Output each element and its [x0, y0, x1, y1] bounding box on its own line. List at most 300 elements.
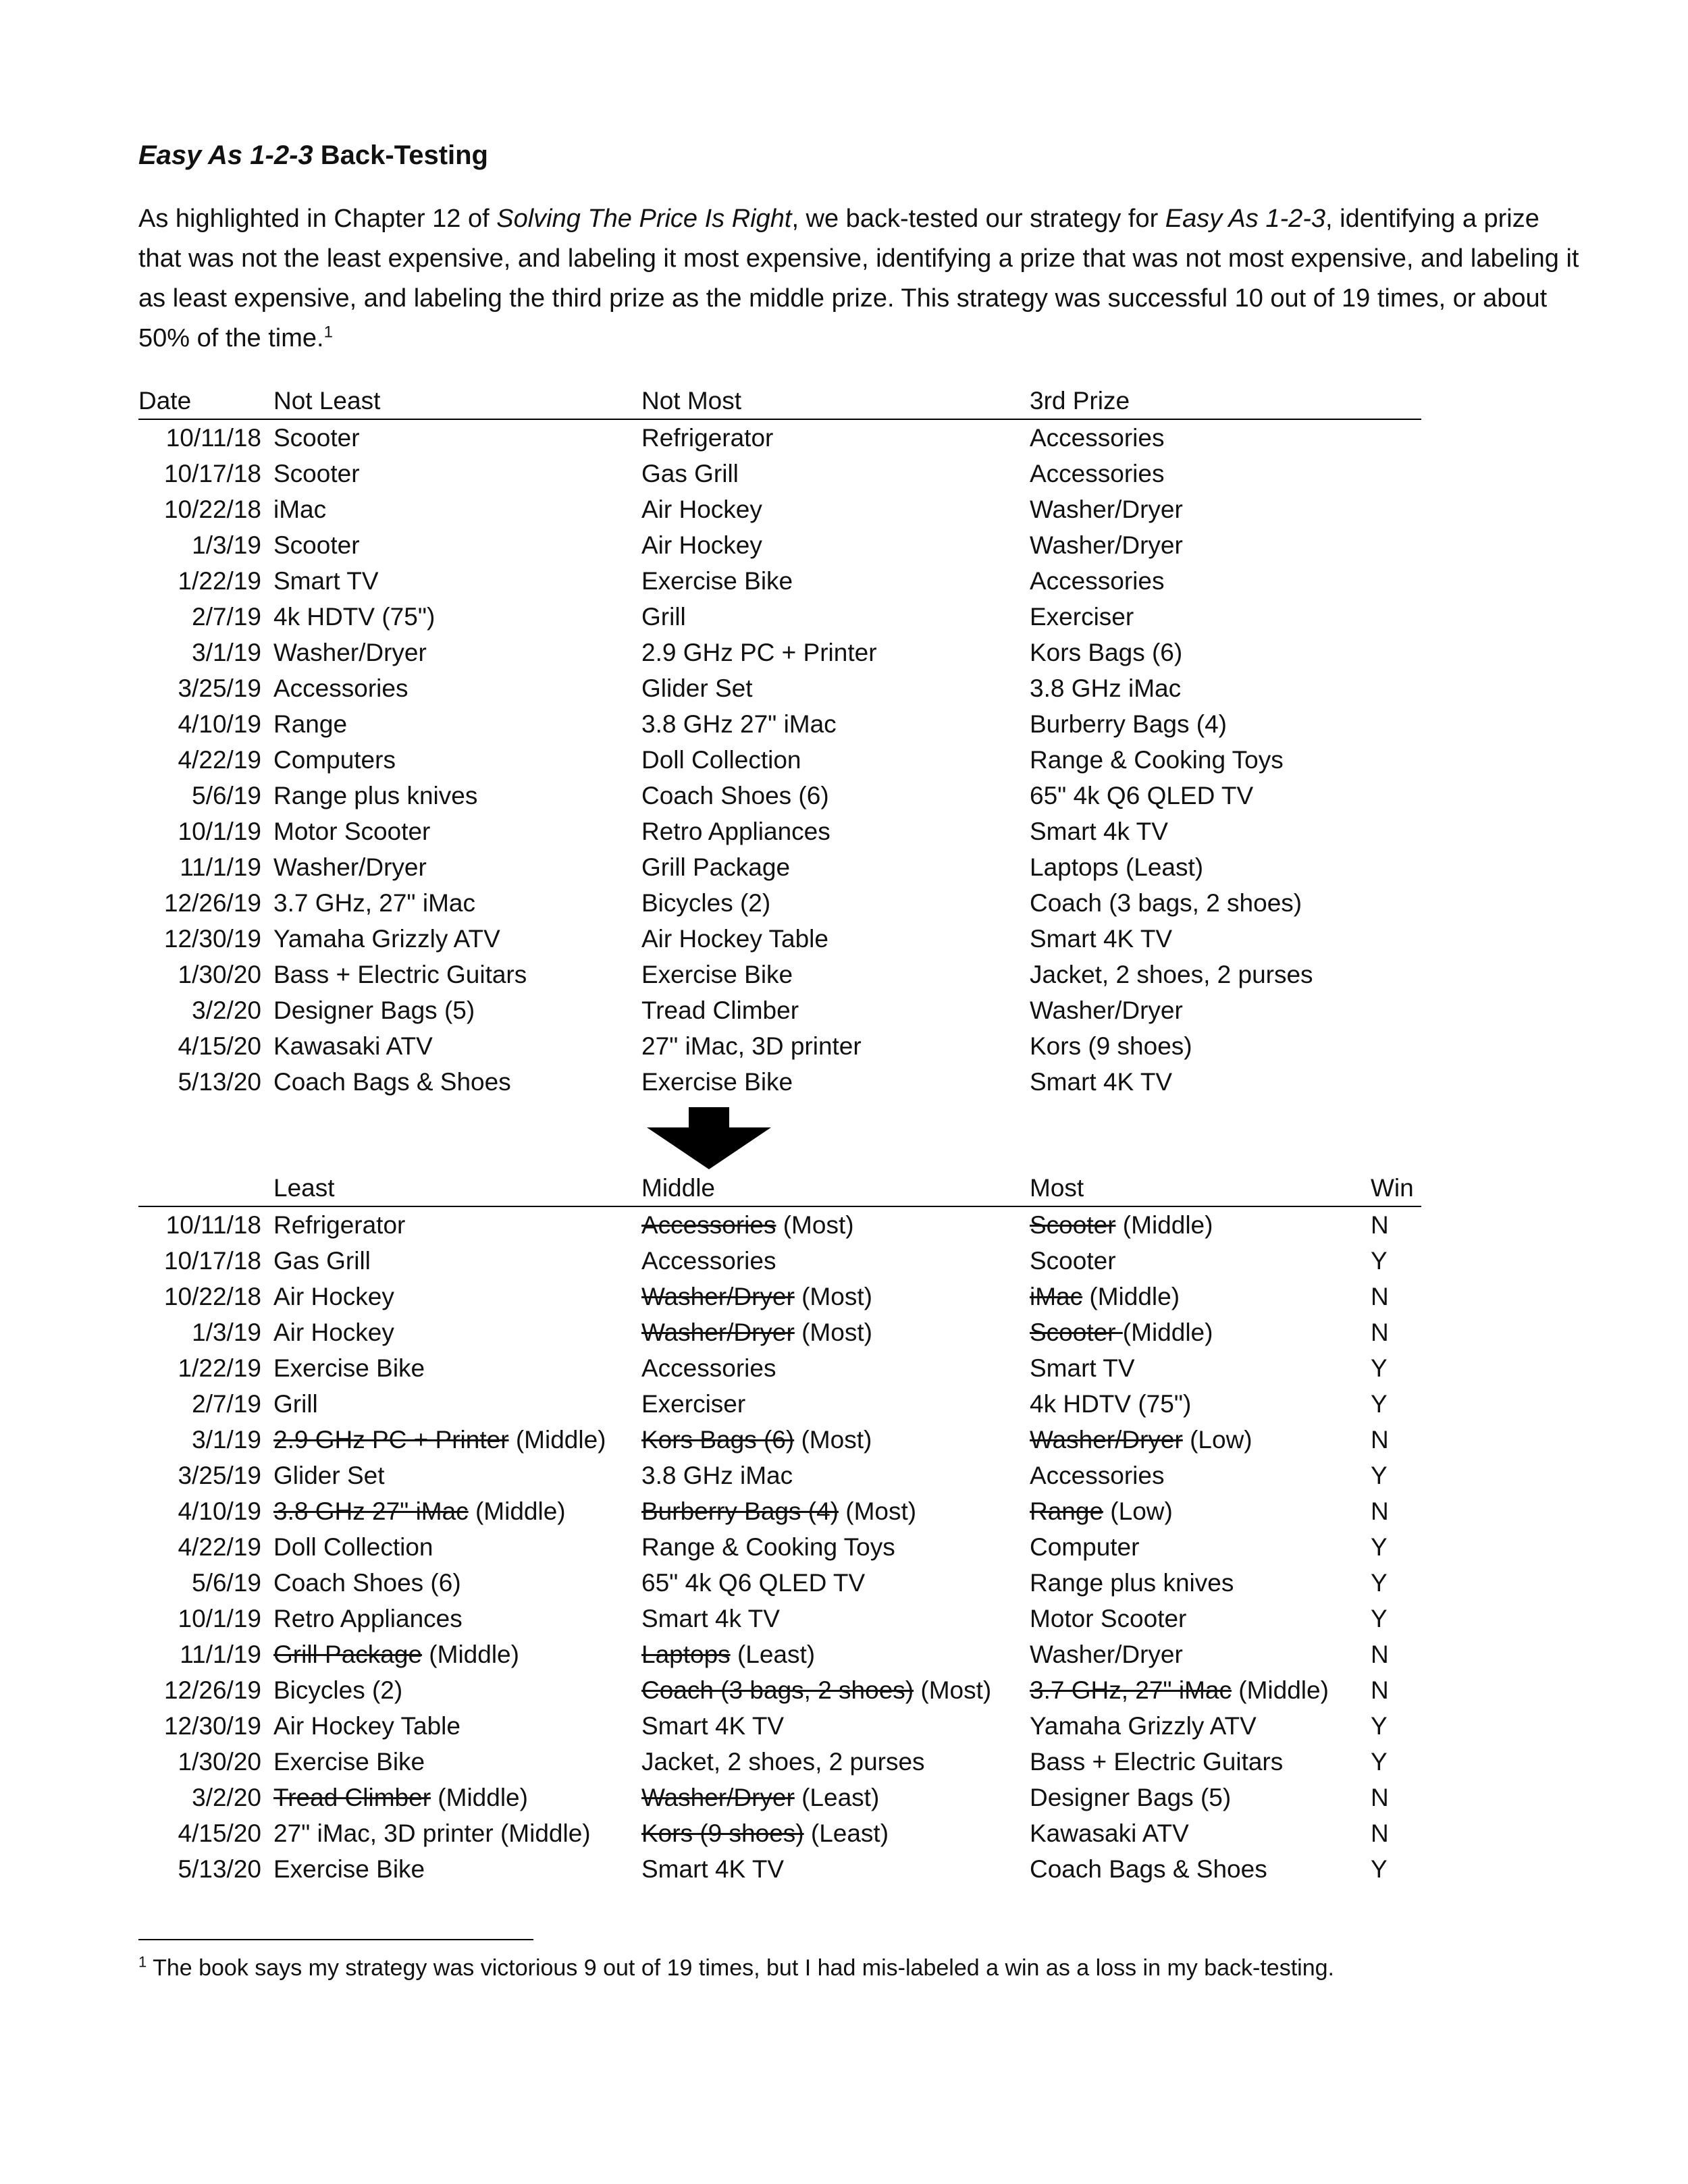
struck-guess: Washer/Dryer: [641, 1784, 795, 1811]
title-rest: Back-Testing: [313, 140, 488, 170]
cell-win: N: [1371, 1497, 1389, 1525]
intro-paragraph: [138, 199, 1583, 358]
cell-date: 10/22/18: [163, 1283, 261, 1310]
header-not-most: Not Most: [641, 383, 1030, 419]
cell-text: Grill: [273, 1390, 318, 1418]
cell-least: [273, 1243, 641, 1279]
cell-date: 12/30/19: [163, 925, 261, 953]
cell-not-least: Accessories: [273, 674, 408, 702]
cell-most: [1030, 1851, 1371, 1887]
cell-not-most: Grill: [641, 603, 686, 631]
cell-middle: [641, 1744, 1030, 1780]
cell-not-least: Scooter: [273, 460, 360, 487]
cell-least: [273, 1493, 641, 1529]
cell-text: (Middle): [431, 1784, 528, 1811]
cell-text: Coach Shoes (6): [273, 1569, 461, 1597]
cell-3rd-prize: 3.8 GHz iMac: [1030, 674, 1182, 702]
cell-most: [1030, 1458, 1371, 1493]
title-italic: Easy As 1-2-3: [138, 140, 313, 170]
cell-text: (Middle): [1122, 1319, 1213, 1346]
cell-text: Refrigerator: [273, 1211, 406, 1239]
cell-not-most: 3.8 GHz 27" iMac: [641, 710, 837, 738]
cell-most: [1030, 1744, 1371, 1780]
cell-most: [1030, 1350, 1371, 1386]
table-row: [138, 1636, 1421, 1672]
table-row: [138, 1206, 1421, 1243]
cell-not-least: Washer/Dryer: [273, 853, 427, 881]
header-3rd-prize: 3rd Prize: [1030, 383, 1421, 419]
cell-text: Bass + Electric Guitars: [1030, 1748, 1284, 1776]
table-row: [138, 1672, 1421, 1708]
cell-most: [1030, 1493, 1371, 1529]
cell-text: (Low): [1103, 1497, 1173, 1525]
struck-guess: 2.9 GHz PC + Printer: [273, 1426, 509, 1454]
cell-not-least: 4k HDTV (75"): [273, 603, 436, 631]
header-blank: [138, 1170, 273, 1206]
cell-3rd-prize: Washer/Dryer: [1030, 996, 1183, 1024]
cell-win: N: [1371, 1211, 1389, 1239]
cell-3rd-prize: Smart 4K TV: [1030, 1068, 1173, 1096]
table-row: [138, 1851, 1421, 1887]
cell-date: 1/3/19: [192, 531, 261, 559]
cell-3rd-prize: Range & Cooking Toys: [1030, 746, 1284, 774]
cell-middle: [641, 1279, 1030, 1314]
cell-text: Exercise Bike: [273, 1855, 425, 1883]
struck-guess: Coach (3 bags, 2 shoes): [641, 1676, 914, 1704]
cell-text: Yamaha Grizzly ATV: [1030, 1712, 1257, 1740]
cell-text: (Middle): [1231, 1676, 1329, 1704]
struck-guess: Accessories: [641, 1211, 776, 1239]
predictions-header-row: [138, 383, 1421, 419]
cell-middle: [641, 1565, 1030, 1601]
cell-date: 11/1/19: [180, 1641, 261, 1668]
cell-text: Computer: [1030, 1533, 1140, 1561]
cell-date: 2/7/19: [192, 1390, 261, 1418]
cell-date: 1/3/19: [192, 1319, 261, 1346]
struck-guess: Scooter: [1030, 1211, 1116, 1239]
cell-not-least: Smart TV: [273, 567, 379, 595]
cell-text: (Middle): [1115, 1211, 1213, 1239]
table-row: [138, 1601, 1421, 1636]
cell-3rd-prize: Kors Bags (6): [1030, 639, 1183, 666]
cell-text: Exerciser: [641, 1390, 746, 1418]
down-arrow-icon: [647, 1107, 771, 1169]
cell-text: 65" 4k Q6 QLED TV: [641, 1569, 866, 1597]
cell-text: Smart 4k TV: [641, 1605, 780, 1632]
cell-date: 12/26/19: [163, 889, 261, 917]
cell-date: 1/22/19: [178, 1354, 261, 1382]
results-table: [138, 1170, 1421, 1887]
cell-text: 4k HDTV (75"): [1030, 1390, 1192, 1418]
cell-middle: [641, 1493, 1030, 1529]
struck-guess: Scooter: [1030, 1319, 1123, 1346]
cell-text: (Most): [794, 1283, 872, 1310]
cell-date: 10/1/19: [178, 818, 261, 845]
cell-win: Y: [1371, 1533, 1388, 1561]
cell-date: 1/30/20: [178, 1748, 261, 1776]
cell-not-most: Retro Appliances: [641, 818, 830, 845]
cell-text: Air Hockey: [273, 1283, 394, 1310]
cell-text: Air Hockey: [273, 1319, 394, 1346]
cell-not-most: Exercise Bike: [641, 1068, 793, 1096]
cell-date: 10/11/18: [165, 1211, 261, 1239]
cell-not-least: Motor Scooter: [273, 818, 431, 845]
table-row: [138, 1279, 1421, 1314]
cell-date: 10/11/18: [165, 424, 261, 452]
cell-text: Exercise Bike: [273, 1354, 425, 1382]
intro-text-3: , identifying a prize that was not the least expensive, and labeling it most expensive, identifying a prize that was not most expensive, and labeling it as least expensive, and labeling the third prize as the middle prize. This strategy was successful 10 out of 19 times, or about 50% of the time.: [138, 205, 1579, 352]
header-least: Least: [273, 1170, 641, 1206]
cell-not-most: Grill Package: [641, 853, 791, 881]
cell-date: 5/6/19: [192, 782, 261, 809]
struck-guess: 3.7 GHz, 27" iMac: [1030, 1676, 1232, 1704]
cell-win: N: [1371, 1641, 1389, 1668]
cell-3rd-prize: Kors (9 shoes): [1030, 1032, 1192, 1060]
cell-least: [273, 1780, 641, 1815]
cell-text: Gas Grill: [273, 1247, 371, 1275]
cell-date: 10/22/18: [163, 496, 261, 523]
cell-date: 3/2/20: [192, 996, 261, 1024]
table-row: [138, 527, 1421, 563]
cell-date: 4/15/20: [178, 1819, 261, 1847]
cell-not-most: Refrigerator: [641, 424, 774, 452]
cell-text: Doll Collection: [273, 1533, 433, 1561]
cell-not-least: Range: [273, 710, 348, 738]
table-row: [138, 814, 1421, 849]
table-row: [138, 563, 1421, 599]
cell-date: 1/22/19: [178, 567, 261, 595]
cell-not-most: Air Hockey: [641, 531, 762, 559]
struck-guess: Washer/Dryer: [1030, 1426, 1183, 1454]
table-row: [138, 456, 1421, 491]
cell-date: 5/13/20: [178, 1068, 261, 1096]
cell-middle: [641, 1672, 1030, 1708]
cell-least: [273, 1422, 641, 1458]
cell-middle: [641, 1458, 1030, 1493]
cell-most: [1030, 1815, 1371, 1851]
cell-most: [1030, 1314, 1371, 1350]
cell-text: 27" iMac, 3D printer (Middle): [273, 1819, 591, 1847]
cell-text: Range & Cooking Toys: [641, 1533, 895, 1561]
table-row: [138, 1243, 1421, 1279]
cell-most: [1030, 1279, 1371, 1314]
cell-least: [273, 1386, 641, 1422]
cell-not-most: 2.9 GHz PC + Printer: [641, 639, 877, 666]
table-row: [138, 706, 1421, 742]
cell-win: Y: [1371, 1712, 1388, 1740]
table-row: [138, 599, 1421, 635]
struck-guess: Washer/Dryer: [641, 1283, 795, 1310]
footnote-mark: 1: [138, 1953, 147, 1971]
cell-least: [273, 1314, 641, 1350]
cell-text: Retro Appliances: [273, 1605, 463, 1632]
cell-middle: [641, 1636, 1030, 1672]
cell-not-most: Air Hockey Table: [641, 925, 828, 953]
struck-guess: Tread Climber: [273, 1784, 431, 1811]
cell-text: Exercise Bike: [273, 1748, 425, 1776]
cell-not-least: Computers: [273, 746, 396, 774]
cell-3rd-prize: Burberry Bags (4): [1030, 710, 1227, 738]
cell-date: 12/30/19: [163, 1712, 261, 1740]
struck-guess: Washer/Dryer: [641, 1319, 795, 1346]
cell-not-most: Bicycles (2): [641, 889, 771, 917]
cell-date: 3/2/20: [192, 1784, 261, 1811]
cell-text: (Middle): [508, 1426, 606, 1454]
struck-guess: Burberry Bags (4): [641, 1497, 839, 1525]
footnote-text: The book says my strategy was victorious 9 out of 19 times, but I had mis-labeled a win as a loss in my back-testing.: [147, 1955, 1334, 1981]
table-row: [138, 1314, 1421, 1350]
footnote: [138, 1951, 1590, 1985]
intro-game-title: Easy As 1-2-3: [1165, 205, 1326, 233]
cell-3rd-prize: Accessories: [1030, 424, 1165, 452]
header-win: Win: [1371, 1170, 1421, 1206]
struck-guess: Grill Package: [273, 1641, 423, 1668]
cell-win: Y: [1371, 1855, 1388, 1883]
cell-text: (Low): [1182, 1426, 1252, 1454]
cell-win: N: [1371, 1819, 1389, 1847]
cell-not-most: Air Hockey: [641, 496, 762, 523]
cell-3rd-prize: Exerciser: [1030, 603, 1134, 631]
cell-text: Air Hockey Table: [273, 1712, 460, 1740]
cell-least: [273, 1279, 641, 1314]
cell-win: N: [1371, 1283, 1389, 1310]
table-row: [138, 992, 1421, 1028]
cell-text: (Most): [914, 1676, 992, 1704]
cell-not-least: Designer Bags (5): [273, 996, 475, 1024]
cell-text: Washer/Dryer: [1030, 1641, 1183, 1668]
cell-least: [273, 1744, 641, 1780]
cell-text: Accessories: [1030, 1462, 1165, 1489]
cell-middle: [641, 1314, 1030, 1350]
results-header-row: [138, 1170, 1421, 1206]
cell-most: [1030, 1672, 1371, 1708]
cell-not-least: Scooter: [273, 531, 360, 559]
cell-text: (Middle): [422, 1641, 519, 1668]
cell-date: 3/1/19: [192, 1426, 261, 1454]
cell-3rd-prize: Accessories: [1030, 460, 1165, 487]
cell-not-most: Glider Set: [641, 674, 753, 702]
cell-not-most: Exercise Bike: [641, 567, 793, 595]
predictions-table: [138, 383, 1421, 1100]
cell-not-least: Kawasaki ATV: [273, 1032, 433, 1060]
cell-win: Y: [1371, 1569, 1388, 1597]
cell-middle: [641, 1243, 1030, 1279]
cell-3rd-prize: Jacket, 2 shoes, 2 purses: [1030, 961, 1313, 988]
table-row: [138, 1529, 1421, 1565]
cell-text: Range plus knives: [1030, 1569, 1234, 1597]
cell-text: (Middle): [1082, 1283, 1180, 1310]
cell-text: (Most): [839, 1497, 917, 1525]
page-title: [138, 135, 488, 176]
cell-date: 1/30/20: [178, 961, 261, 988]
cell-most: [1030, 1601, 1371, 1636]
cell-not-most: Doll Collection: [641, 746, 801, 774]
struck-guess: Laptops: [641, 1641, 731, 1668]
cell-date: 3/25/19: [178, 1462, 261, 1489]
cell-most: [1030, 1422, 1371, 1458]
cell-text: (Most): [776, 1211, 854, 1239]
cell-not-least: Scooter: [273, 424, 360, 452]
cell-least: [273, 1601, 641, 1636]
cell-text: (Least): [803, 1819, 889, 1847]
table-row: [138, 957, 1421, 992]
cell-middle: [641, 1350, 1030, 1386]
cell-least: [273, 1458, 641, 1493]
table-row: [138, 419, 1421, 456]
intro-text-1: As highlighted in Chapter 12 of: [138, 205, 497, 233]
cell-middle: [641, 1386, 1030, 1422]
cell-text: Jacket, 2 shoes, 2 purses: [641, 1748, 925, 1776]
cell-date: 4/22/19: [178, 1533, 261, 1561]
cell-win: Y: [1371, 1462, 1388, 1489]
cell-text: (Least): [794, 1784, 880, 1811]
cell-most: [1030, 1636, 1371, 1672]
struck-guess: 3.8 GHz 27" iMac: [273, 1497, 469, 1525]
intro-book-title: Solving The Price Is Right: [496, 205, 792, 233]
table-row: [138, 778, 1421, 814]
footnote-reference: 1: [323, 323, 333, 342]
cell-least: [273, 1672, 641, 1708]
cell-least: [273, 1851, 641, 1887]
cell-3rd-prize: Laptops (Least): [1030, 853, 1204, 881]
cell-win: N: [1371, 1784, 1389, 1811]
cell-most: [1030, 1386, 1371, 1422]
table-row: [138, 885, 1421, 921]
cell-most: [1030, 1780, 1371, 1815]
cell-date: 3/1/19: [192, 639, 261, 666]
cell-text: Smart 4K TV: [641, 1855, 785, 1883]
cell-date: 12/26/19: [163, 1676, 261, 1704]
cell-text: (Most): [794, 1426, 872, 1454]
cell-text: Motor Scooter: [1030, 1605, 1187, 1632]
table-row: [138, 1350, 1421, 1386]
cell-least: [273, 1206, 641, 1243]
cell-date: 5/13/20: [178, 1855, 261, 1883]
cell-date: 11/1/19: [180, 853, 261, 881]
cell-not-most: 27" iMac, 3D printer: [641, 1032, 862, 1060]
cell-most: [1030, 1708, 1371, 1744]
cell-date: 4/15/20: [178, 1032, 261, 1060]
cell-win: Y: [1371, 1748, 1388, 1776]
header-most: Most: [1030, 1170, 1371, 1206]
cell-not-most: Exercise Bike: [641, 961, 793, 988]
cell-text: Scooter: [1030, 1247, 1116, 1275]
cell-date: 10/1/19: [178, 1605, 261, 1632]
table-row: [138, 1422, 1421, 1458]
table-row: [138, 1708, 1421, 1744]
cell-not-least: iMac: [273, 496, 327, 523]
cell-middle: [641, 1529, 1030, 1565]
cell-3rd-prize: 65" 4k Q6 QLED TV: [1030, 782, 1254, 809]
cell-text: Kawasaki ATV: [1030, 1819, 1189, 1847]
table-row: [138, 1064, 1421, 1100]
cell-least: [273, 1565, 641, 1601]
cell-win: Y: [1371, 1354, 1388, 1382]
cell-3rd-prize: Washer/Dryer: [1030, 496, 1183, 523]
cell-text: Bicycles (2): [273, 1676, 403, 1704]
cell-middle: [641, 1601, 1030, 1636]
cell-text: (Most): [794, 1319, 872, 1346]
cell-middle: [641, 1708, 1030, 1744]
cell-text: Smart TV: [1030, 1354, 1135, 1382]
cell-most: [1030, 1565, 1371, 1601]
cell-win: N: [1371, 1426, 1389, 1454]
cell-win: N: [1371, 1676, 1389, 1704]
header-not-least: Not Least: [273, 383, 641, 419]
cell-least: [273, 1350, 641, 1386]
struck-guess: Kors (9 shoes): [641, 1819, 804, 1847]
cell-win: N: [1371, 1319, 1389, 1346]
table-row: [138, 1744, 1421, 1780]
table-row: [138, 849, 1421, 885]
struck-guess: Kors Bags (6): [641, 1426, 795, 1454]
cell-least: [273, 1708, 641, 1744]
table-row: [138, 742, 1421, 778]
cell-middle: [641, 1422, 1030, 1458]
footnote-divider: [138, 1939, 533, 1940]
table-row: [138, 1028, 1421, 1064]
cell-least: [273, 1636, 641, 1672]
cell-not-least: Coach Bags & Shoes: [273, 1068, 511, 1096]
table-row: [138, 1780, 1421, 1815]
cell-text: Accessories: [641, 1354, 776, 1382]
cell-3rd-prize: Smart 4K TV: [1030, 925, 1173, 953]
cell-not-least: 3.7 GHz, 27" iMac: [273, 889, 475, 917]
struck-guess: Range: [1030, 1497, 1104, 1525]
cell-text: (Middle): [468, 1497, 566, 1525]
cell-not-most: Coach Shoes (6): [641, 782, 829, 809]
cell-date: 4/10/19: [178, 1497, 261, 1525]
struck-guess: iMac: [1030, 1283, 1083, 1310]
cell-text: (Least): [730, 1641, 816, 1668]
cell-date: 2/7/19: [192, 603, 261, 631]
cell-least: [273, 1815, 641, 1851]
intro-text-2: , we back-tested our strategy for: [791, 205, 1165, 233]
cell-not-least: Bass + Electric Guitars: [273, 961, 527, 988]
cell-text: Smart 4K TV: [641, 1712, 785, 1740]
cell-middle: [641, 1815, 1030, 1851]
cell-middle: [641, 1206, 1030, 1243]
cell-date: 10/17/18: [163, 460, 261, 487]
cell-not-least: Range plus knives: [273, 782, 478, 809]
table-row: [138, 1565, 1421, 1601]
cell-date: 4/10/19: [178, 710, 261, 738]
cell-3rd-prize: Coach (3 bags, 2 shoes): [1030, 889, 1302, 917]
cell-not-most: Tread Climber: [641, 996, 799, 1024]
cell-most: [1030, 1243, 1371, 1279]
header-date: Date: [138, 383, 273, 419]
cell-least: [273, 1529, 641, 1565]
cell-not-least: Yamaha Grizzly ATV: [273, 925, 500, 953]
table-row: [138, 491, 1421, 527]
cell-win: Y: [1371, 1390, 1388, 1418]
cell-win: Y: [1371, 1605, 1388, 1632]
cell-text: Designer Bags (5): [1030, 1784, 1232, 1811]
cell-most: [1030, 1529, 1371, 1565]
cell-not-least: Washer/Dryer: [273, 639, 427, 666]
table-row: [138, 670, 1421, 706]
header-middle: Middle: [641, 1170, 1030, 1206]
cell-text: Glider Set: [273, 1462, 385, 1489]
table-row: [138, 1386, 1421, 1422]
table-row: [138, 1815, 1421, 1851]
cell-text: Accessories: [641, 1247, 776, 1275]
table-row: [138, 1493, 1421, 1529]
cell-date: 3/25/19: [178, 674, 261, 702]
cell-middle: [641, 1851, 1030, 1887]
cell-3rd-prize: Washer/Dryer: [1030, 531, 1183, 559]
cell-text: 3.8 GHz iMac: [641, 1462, 793, 1489]
